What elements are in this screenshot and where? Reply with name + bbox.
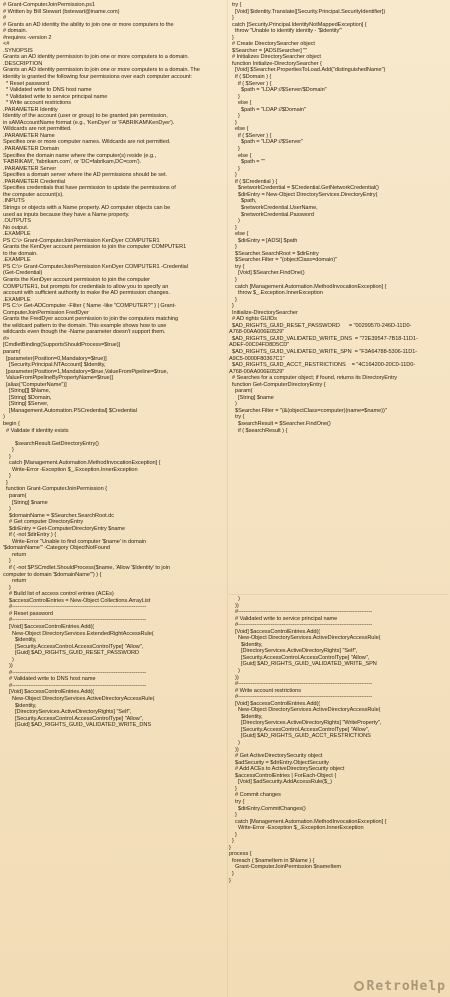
code-line: if ( $Credential ) { [229,178,278,185]
code-line: [String] $name [3,499,48,506]
code-line: } [229,812,237,819]
code-line: (Get-Credential) [3,270,43,277]
code-line: Grants an AD identity permission to join one or more computers to a domain. The [3,67,200,74]
code-line: try { [229,263,245,270]
code-line: } [229,119,237,126]
code-line: param( [229,388,253,395]
code-line: function Get-ComputerDirectoryEntry { [229,381,326,388]
code-line: .SYNOPSIS [3,47,33,54]
code-line: identity is granted the following four permissions over each computer account: [3,74,192,81]
code-line: [Security.AccessControl.AccessControlType] "Allow", [3,643,144,650]
code-line: #-------------------------------------------------------------------------- [229,681,373,688]
code-line: catch [Management.Automation.MethodInvocationException] { [229,283,387,290]
code-line: $adSecurity = $dirEntry.ObjectSecurity [229,759,329,766]
code-line: } [3,447,14,454]
code-line: )) [3,663,13,670]
code-line: .PARAMETER Server [3,165,57,172]
code-line: # Build list of access control entries (ACEs) [3,591,114,598]
code-line: the computer account(s). [3,191,64,198]
code-line: $domainName = $Searcher.SearchRoot.dc [3,512,114,519]
code-line: <# [3,41,10,48]
code-line: PS C:\> Grant-ComputerJoinPermission KenDyer COMPUTER1 [3,237,160,244]
code-line: New-Object DirectoryServices.ActiveDirectoryAccessRule( [229,707,381,714]
code-line: .EXAMPLE [3,296,31,303]
code-line: $dirEntry.CommitChanges() [229,805,306,812]
code-line: Grants the KenDyer account permission to join the computer [3,276,150,283]
code-line: ValueFromPipelineByPropertyName=$true)] [3,375,113,382]
code-line: [CmdletBinding(SupportsShouldProcess=$true)] [3,342,121,349]
code-line: [Void] $accessControlEntries.Add(( [3,623,95,630]
code-line: # Searches for a computer object; if found, returns its DirectoryEntry [229,375,398,382]
code-line: ) [3,506,11,513]
code-line: .PARAMETER Identity [3,106,58,113]
code-line: Initialize-DirectorySearcher [229,309,298,316]
column-separator [227,0,228,997]
code-column-right-bottom [229,596,448,996]
code-line: $dirEntry = Get-ComputerDirectoryEntry $name [3,525,126,532]
code-line: to the domain. [3,250,38,257]
code-line: .INPUTS [3,198,25,205]
code-line: [Void] $accessControlEntries.Add(( [229,700,321,707]
code-line: if ( $Domain ) { [229,74,272,81]
code-line: [Guid] $AD_RIGHTS_GUID_ACCT_RESTRICTIONS [229,733,371,740]
code-line: Wildcards are not permitted. [3,126,72,133]
code-line: else { [229,152,252,159]
code-line: # Grants an AD identity the ability to join one or more computers to the [3,21,174,28]
code-line: #-------------------------------------------------------------------------- [229,622,373,629]
code-line: } [229,877,231,884]
code-column-left [3,2,225,994]
watermark-logo-icon [354,981,364,991]
code-line: } [229,831,237,838]
code-line: the wildcard pattern to the domain. This example shows how to use [3,322,167,329]
code-line: A768-00AA006E0529" [229,368,285,375]
code-line: # Add ACEs to ActiveDirectorySecurity object [229,766,345,773]
code-line: .PARAMETER Domain [3,146,59,153]
code-line: ADEF-00C04FD8D5CD" [229,342,290,349]
code-line: $searchResult.GetDirectoryEntry() [3,440,99,447]
code-line: } [229,93,240,100]
code-line: } [3,584,11,591]
code-line: function Grant-ComputerJoinPermission { [3,486,107,493]
code-line: Write-Error "Unable to find computer '$name' in domain [3,538,147,545]
code-line: # Validated write to service principal name [229,615,338,622]
code-line: [String[]] $Name, [3,388,51,395]
code-line: throw $_.Exception.InnerException [229,290,323,297]
code-line: # AD rights GUIDs [229,316,277,323]
code-line: [alias("ComputerName")] [3,381,67,388]
code-line: [Void] $accessControlEntries.Add(( [3,689,95,696]
code-line: [Void] $Searcher.PropertiesToLoad.Add("distinguishedName") [229,67,386,74]
code-line: ) [229,218,240,225]
code-line: Write-Error -Exception $_.Exception.InnerException [229,825,364,832]
code-line: # Validated write to DNS host name [3,676,96,683]
watermark-text: RetroHelp [366,978,446,994]
code-line: # Initializes DirectorySearcher object [229,54,321,61]
code-line: * Write account restrictions [3,100,72,107]
code-line: COMPUTER1, but prompts for credentials to allow you to specify an [3,283,169,290]
code-line: )) [229,674,239,681]
code-line: computer to domain '$domainName'") ) { [3,571,102,578]
code-line: # Write account restrictions [229,687,301,694]
code-line: * Validated write to DNS host name [3,87,92,94]
code-line: * Validated write to service principal name [3,93,108,100]
code-line: .DESCRIPTION [3,60,43,67]
code-line: $networkCredential.Password [229,211,314,218]
code-line: } [229,838,234,845]
code-line: [Security.Principal.NTAccount] $Identity, [3,362,106,369]
code-line: $path = "" [229,159,265,166]
code-line: if ( $Server ) { [229,132,272,139]
code-line: } [229,844,231,851]
code-line: .EXAMPLE [3,231,31,238]
code-line: wildcards even though the -Name parameter doesn't support them. [3,329,166,336]
code-line: $identity, [3,637,37,644]
code-line: } [229,34,234,41]
code-line: * Reset password [3,80,50,87]
code-line: [Security.AccessControl.AccessControlType] "Allow", [229,654,370,661]
code-line: $AD_RIGHTS_GUID_RESET_PASSWORD = "00299570-246D-11D0- [229,322,412,329]
code-line: #-------------------------------------------------------------------------- [3,682,147,689]
code-line: [Security.AccessControl.AccessControlType] "Allow", [3,715,144,722]
code-line: ) [229,668,240,675]
code-line: [Guid] $AD_RIGHTS_GUID_VALIDATED_WRITE_DNS [3,722,152,729]
code-line: Write-Error -Exception $_.Exception.InnerException [3,466,138,473]
code-line: [Guid] $AD_RIGHTS_GUID_VALIDATED_WRITE_SPN [229,661,377,668]
code-line: 'FABRIKAM', 'fabrikam.com', or 'DC=fabrikam,DC=com'). [3,159,142,166]
code-line: ) [3,656,14,663]
code-line: New-Object DirectoryServices.ActiveDirectoryAccessRule( [3,695,155,702]
code-line: Specifies a domain server where the AD permissions should be set. [3,172,168,179]
code-line: # Written by Bill Stewart (bstewart@iname.com) [3,8,120,15]
code-line: [DirectoryServices.ActiveDirectoryRights] "WriteProperty", [229,720,382,727]
code-line: $accessControlEntries = New-Object Collections.ArrayList [3,597,151,604]
code-line: [DirectoryServices.ActiveDirectoryRights] "Self", [3,709,132,716]
code-line: } [3,558,11,565]
code-line: [parameter(Position=1,Mandatory=$true,ValueFromPipeline=$true, [3,368,169,375]
code-line: .PARAMETER Credential [3,178,65,185]
code-line: PS C:\> Grant-ComputerJoinPermission KenDyer COMPUTER1 -Credential [3,263,188,270]
code-line: } [229,870,234,877]
code-line: used as inputs because they have a Name property. [3,211,130,218]
code-line: .EXAMPLE [3,257,31,264]
code-line: $dirEntry = [ADSI] $path [229,237,298,244]
code-line: if ( -not $dirEntry ) { [3,532,57,539]
code-line: } [229,276,237,283]
code-line: .PARAMETER Name [3,132,55,139]
code-line: if ( $searchResult ) { [229,427,288,434]
code-line: # Get computer DirectoryEntry [3,519,84,526]
code-line: $path = "LDAP://$Server" [229,139,304,146]
code-line: Specifies the domain name where the computer(s) reside (e.g., [3,152,157,159]
code-line: # Validate if identity exists [3,427,69,434]
code-line: '$domainName'" -Category ObjectNotFound [3,545,110,552]
code-line: } [229,146,240,153]
code-line: # Get ActiveDirectorySecurity object [229,753,323,760]
code-line: Specifies one or more computer names. Wildcards are not permitted. [3,139,171,146]
code-line: try { [229,2,242,8]
code-line: #-------------------------------------------------------------------------- [3,604,147,611]
code-line: Grant-ComputerJoinPermission $nameItem [229,864,341,871]
code-line: catch [Management.Automation.MethodInvocationException] { [3,460,161,467]
code-line: $Searcher = [ADSISearcher] "" [229,47,308,54]
code-line: return [3,578,27,585]
code-line: $path = "LDAP://$Server/$Domain" [229,87,327,94]
code-line: [parameter(Position=0,Mandatory=$true)] [3,355,107,362]
code-line: [String] $Domain, [3,394,52,401]
code-line: } [229,113,240,120]
code-line: ) [3,414,5,421]
code-line: $identity, [229,641,263,648]
code-line: New-Object DirectoryServices.ExtendedRightAccessRule( [3,630,154,637]
code-line: [String] $name [229,394,274,401]
code-line: [Void] $adSecurity.AddAccessRule($_) [229,779,332,786]
code-line: $identity, [3,702,37,709]
code-line: $dirEntry = New-Object DirectoryServices.DirectoryEntry( [229,191,378,198]
code-line: [Void] $identity.Translate([Security.Principal.SecurityIdentifier]) [229,8,386,15]
code-line: else { [229,231,249,238]
code-line: [Void] $accessControlEntries.Add(( [229,628,321,635]
code-line: # Create DirectorySearcher object [229,41,315,48]
code-line: Grants the FredDyer account permission to join the computers matching [3,316,179,323]
code-line: $AD_RIGHTS_GUID_ACCT_RESTRICTIONS = "4C164200-20C0-11D0- [229,362,416,369]
code-line: #requires -version 2 [3,34,52,41]
code-line: ) [229,740,240,747]
code-line: [Security.AccessControl.AccessControlType] "Allow", [229,726,370,733]
code-line: ComputerJoinPermission FredDyer [3,309,89,316]
code-line: begin { [3,421,20,427]
code-line: return [3,551,27,558]
code-line: [String] $Server, [3,401,49,408]
code-line: catch [Security.Principal.IdentityNotMappedException] { [229,21,367,28]
code-line: #-------------------------------------------------------------------------- [3,617,147,624]
code-line: $path, [229,198,257,205]
code-line: function Initialize-DirectorySearcher { [229,60,322,67]
code-line: $AD_RIGHTS_GUID_VALIDATED_WRITE_SPN = "F3A64788-5306-11D1- [229,348,418,355]
code-line: $accessControlEntries | ForEach-Object { [229,772,337,779]
code-line: [Void] $Searcher.FindOne() [229,270,305,277]
code-line: throw "Unable to identify identity - '$identity'" [229,28,343,35]
code-line: )) [229,602,239,609]
code-line: in sAMAccountName format (e.g., 'KenDyer' or 'FABRIKAM\KenDyer'). [3,119,175,126]
code-line: } [3,479,8,486]
code-line: $AD_RIGHTS_GUID_VALIDATED_WRITE_DNS = "72E39547-7B18-11D1- [229,335,418,342]
code-line: } [3,473,11,480]
watermark [354,978,446,994]
code-line: try { [229,414,245,421]
section-separator [229,594,448,595]
code-line: } [229,165,240,172]
code-line: )) [229,746,239,753]
code-line: $Searcher.Filter = "(&(objectClass=computer)(name=$name))" [229,407,387,414]
code-line: Grants an AD identity permission to join one or more computers to a domain. [3,54,189,61]
code-line: } [229,224,237,231]
code-line: # Reset password [3,610,53,617]
code-line: $searchResult = $Searcher.FindOne() [229,421,331,427]
code-line: A9C5-0000F80367C1" [229,355,285,362]
code-line: Specifies credentials that have permission to update the permissions of [3,185,176,192]
code-line: ) [229,596,240,602]
code-line: $networkCredential = $Credential.GetNetworkCredential() [229,185,379,192]
code-line: New-Object DirectoryServices.ActiveDirectoryAccessRule( [229,635,381,642]
code-line: $networkCredential.UserName, [229,204,318,211]
code-line: [DirectoryServices.ActiveDirectoryRights] "Self", [229,648,358,655]
code-line: #> [3,335,10,342]
code-line: # Commit changes [229,792,281,799]
code-line: #-------------------------------------------------------------------------- [229,609,373,616]
code-line: $identity, [229,713,263,720]
code-line: $Searcher.Filter = "(objectClass=domain)" [229,257,338,264]
code-line: $path = "LDAP://$Domain" [229,106,306,113]
code-line: } [229,296,237,303]
code-line: A768-00AA006E0529" [229,329,285,336]
code-line: [Management.Automation.PSCredential] $Credential [3,407,137,414]
code-line: No output. [3,224,29,231]
code-line: # Grant-ComputerJoinPermission.ps1 [3,2,95,8]
code-line: catch [Management.Automation.MethodInvocationException] { [229,818,387,825]
code-line: } [229,15,234,22]
code-line: param( [3,493,27,500]
code-line: } [229,303,234,310]
code-line: } [229,785,237,792]
code-line: Identity of the account (user or group) to be granted join permission, [3,113,168,120]
code-line: else { [229,126,249,133]
code-line: Strings or objects with a Name property. AD computer objects can be [3,204,171,211]
code-line: PS C:\> Get-ADComputer -Filter { Name -like "COMPUTER?" } | Grant- [3,303,176,310]
code-line: } [229,172,237,179]
code-line: #-------------------------------------------------------------------------- [3,669,147,676]
code-line: foreach ( $nameItem in $Name ) { [229,857,315,864]
code-line: else { [229,100,252,107]
code-line: process { [229,851,252,858]
code-line: #-------------------------------------------------------------------------- [229,694,373,701]
code-column-right-top [229,2,448,592]
code-line: } [229,244,237,251]
code-line: Grants the KenDyer account permission to join the computer COMPUTER1 [3,244,187,251]
code-line: param( [3,348,21,355]
code-line: if ( -not $PSCmdlet.ShouldProcess($name, 'Allow '$Identity' to join [3,565,170,572]
code-line: [Guid] $AD_RIGHTS_GUID_RESET_PASSWORD [3,650,139,657]
code-line: try { [229,798,245,805]
code-line: .OUTPUTS [3,218,31,225]
code-line: } [3,453,11,460]
code-line: if ( $Server ) { [229,80,272,87]
code-line: # domain. [3,28,28,35]
code-line: account with sufficient authority to make the AD permission changes. [3,290,170,297]
code-line: ) [229,401,237,408]
code-line: # [3,15,7,22]
code-line: $Searcher.SearchRoot = $dirEntry [229,250,319,257]
